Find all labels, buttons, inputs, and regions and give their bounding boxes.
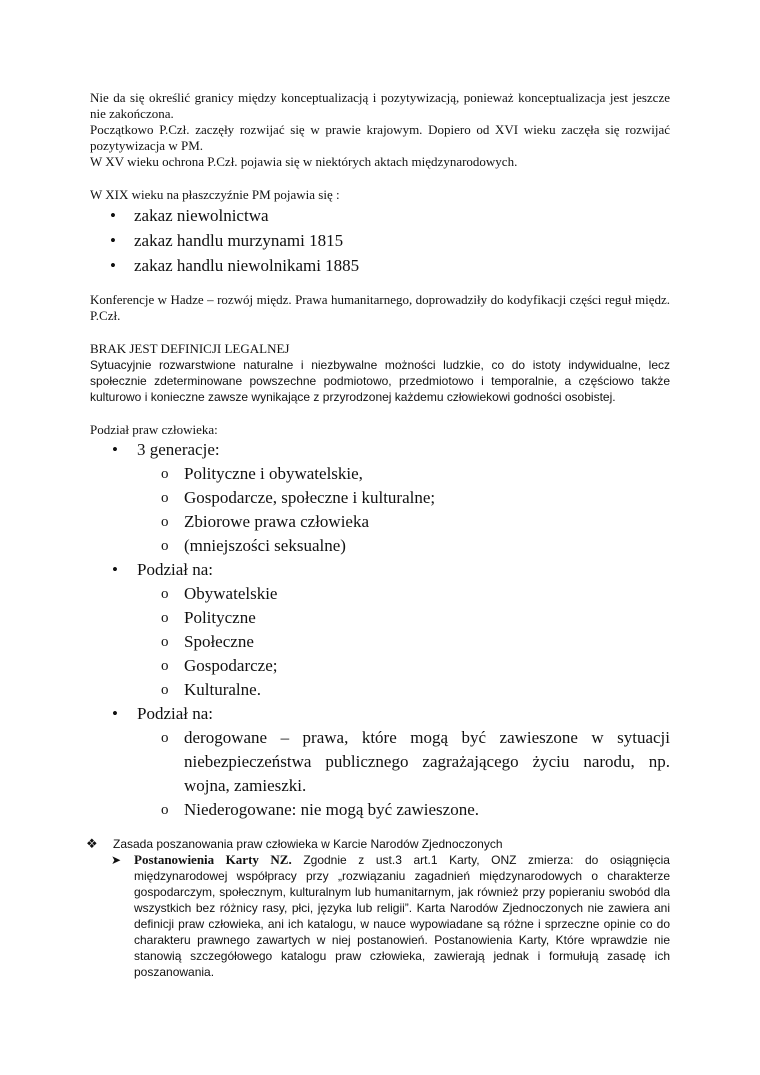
- diamond-bullet-icon: ❖: [86, 836, 98, 851]
- xix-heading: W XIX wieku na płaszczyźnie PM pojawia się :: [90, 187, 340, 202]
- list-item: o Polityczne: [137, 606, 670, 630]
- list-item: o Obywatelskie: [137, 582, 670, 606]
- sublist: [137, 726, 670, 822]
- intro-paragraph-3: W XV wieku ochrona P.Czł. pojawia się w niektórych aktach międzynarodowych.: [90, 154, 518, 169]
- list-item: o derogowane – prawa, które mogą być zawieszone w sytuacji niebezpieczeństwa publicznego zagrażającego życiu narodu, np. wojna, zamieszki.: [137, 726, 670, 798]
- definition-heading: BRAK JEST DEFINICJI LEGALNEJ: [90, 341, 290, 356]
- charter-subsection: [90, 852, 670, 980]
- division-group: [90, 438, 670, 558]
- charter-section: [86, 836, 670, 852]
- list-item: o (mniejszości seksualne): [137, 534, 670, 558]
- group-label: • 3 generacje:: [137, 440, 220, 459]
- division-list: [90, 438, 670, 822]
- list-item: o Społeczne: [137, 630, 670, 654]
- group-label: • Podział na:: [137, 704, 213, 723]
- hague-paragraph: Konferencje w Hadze – rozwój międz. Prawa humanitarnego, doprowadziły do kodyfikacji części reguł międz. P.Czł.: [90, 292, 670, 323]
- xix-list: [90, 203, 670, 278]
- charter-sub-text: Zgodnie z ust.3 art.1 Karty, ONZ zmierza: do osiągnięcia międzynarodowej współpracy przy „rozwiązaniu zagadnień międzynarodowych o charakterze gospodarczym, społecznym, kulturalnym lub humanitarnym, jak również przy popieraniu swobód dla wszystkich bez różnicy rasy, płci, języka lub religii”. Karta Narodów Zjednoczonych nie zawiera ani definicji praw człowieka, ani ich katalogu, w nauce wypowiadane są różne i sprzeczne opinie co do charakteru prawnego zawartych w niej postanowień. Postanowienia Karty, Które wprawdzie nie stanowią szczegółowego katalogu praw człowieka, zawierają jednak i formułują zasadę ich poszanowania.: [134, 853, 670, 979]
- intro-paragraph-1: Nie da się określić granicy między konceptualizacją i pozytywizacją, ponieważ konceptualizacja jest jeszcze nie zakończona.: [90, 90, 670, 121]
- document-page: [86, 90, 670, 980]
- charter-sub-bold: Postanowienia Karty NZ.: [134, 852, 292, 867]
- list-item: o Polityczne i obywatelskie,: [137, 462, 670, 486]
- list-item: o Gospodarcze, społeczne i kulturalne;: [137, 486, 670, 510]
- division-heading: Podział praw człowieka:: [90, 422, 218, 437]
- intro-paragraph-2: Początkowo P.Czł. zaczęły rozwijać się w prawie krajowym. Dopiero od XVI wieku zaczęła się rozwijać pozytywizacja w PM.: [90, 122, 670, 153]
- list-item: • zakaz niewolnictwa: [90, 203, 670, 228]
- list-item: o Niederogowane: nie mogą być zawieszone.: [137, 798, 670, 822]
- sublist: [137, 582, 670, 702]
- sublist: [137, 462, 670, 558]
- definition-text: Sytuacyjnie rozwarstwione naturalne i niezbywalne możności ludzkie, co do istoty indywidualne, lecz społecznie zdeterminowane powszechne podmiotowo, przedmiotowo i temporalnie, a częściowo także kulturowo i konieczne zawsze wynikające z przyrodzonej każdemu człowiekowi godności osobistej.: [90, 358, 670, 404]
- arrow-bullet-icon: ➤: [111, 853, 122, 867]
- list-item: o Kulturalne.: [137, 678, 670, 702]
- list-item: • zakaz handlu murzynami 1815: [90, 228, 670, 253]
- list-item: • zakaz handlu niewolnikami 1885: [90, 253, 670, 278]
- list-item: o Zbiorowe prawa człowieka: [137, 510, 670, 534]
- charter-heading: Zasada poszanowania praw człowieka w Karcie Narodów Zjednoczonych: [113, 837, 503, 851]
- group-label: • Podział na:: [137, 560, 213, 579]
- division-group: [90, 558, 670, 702]
- division-group: [90, 702, 670, 822]
- list-item: o Gospodarcze;: [137, 654, 670, 678]
